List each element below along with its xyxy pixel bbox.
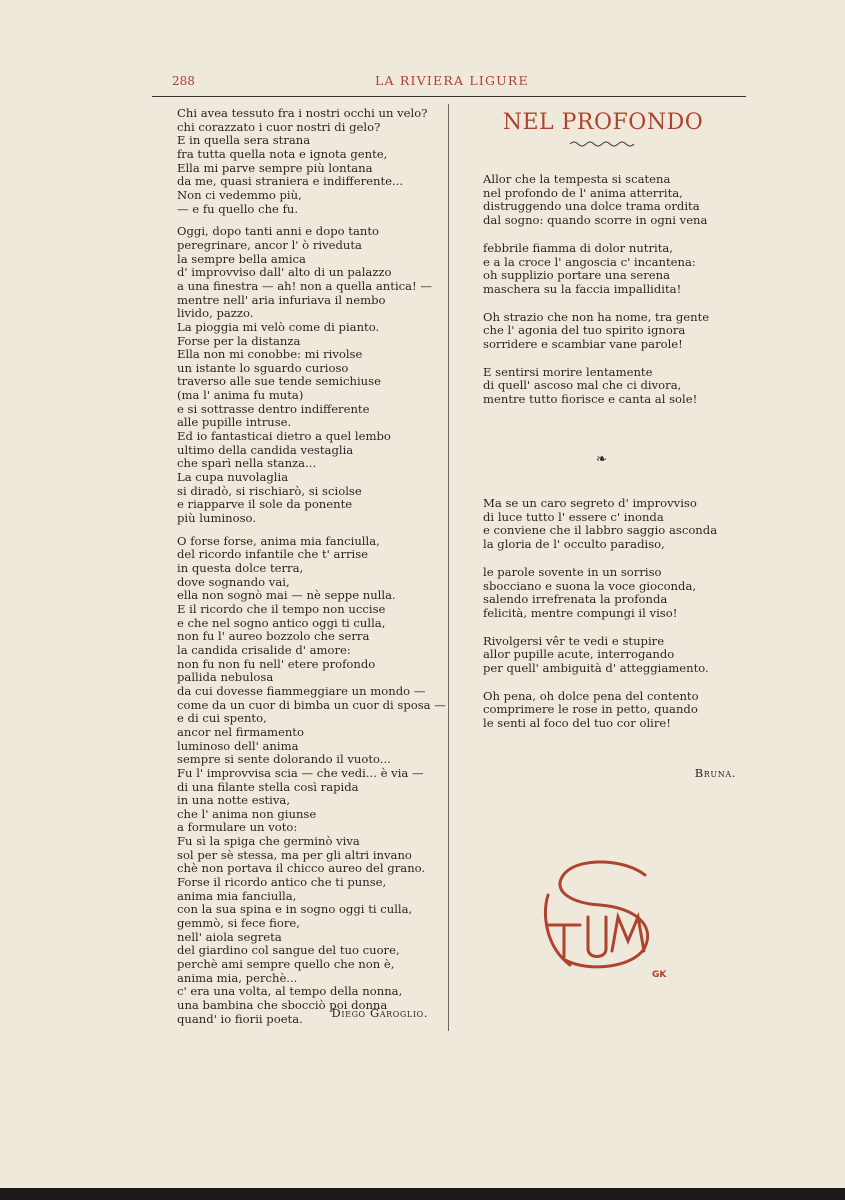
verse-line: Ella mi parve sempre più lontana: [177, 160, 373, 175]
verse-line: e di cui spento,: [177, 711, 267, 726]
verse-line: e si sottrasse dentro indifferente: [177, 401, 370, 416]
verse-line: Oh strazio che non ha nome, tra gente: [483, 309, 710, 324]
verse-line: a una finestra — ah! non a quella antica! —: [177, 278, 432, 293]
stanza: [483, 635, 745, 676]
verse-line: Rivolgersi vêr te vedi e stupire: [483, 633, 665, 648]
verse-line: maschera su la faccia impallidita!: [483, 281, 682, 296]
column-divider: [448, 104, 449, 1031]
verse-line: e che nel sogno antico oggi ti culla,: [177, 615, 386, 630]
stanza: [483, 690, 745, 731]
verse-line: alle pupille intruse.: [177, 415, 292, 430]
verse-line: a formulare un voto:: [177, 820, 298, 835]
verse-line: — e fu quello che fu.: [177, 201, 299, 216]
verse-line: E sentirsi morire lentamente: [483, 364, 653, 379]
verse-line: che sparì nella stanza...: [177, 456, 317, 471]
verse-line: di luce tutto l' essere c' inonda: [483, 509, 664, 524]
verse-line: felicità, mentre compungi il viso!: [483, 605, 678, 620]
verse-line: mentre nell' aria infuriava il nembo: [177, 292, 386, 307]
verse-line: come da un cuor di bimba un cuor di sposa —: [177, 697, 446, 712]
stanza: [483, 366, 745, 407]
stanza: [177, 225, 439, 525]
verse-line: O forse forse, anima mia fanciulla,: [177, 533, 380, 548]
verse-line: in una notte estiva,: [177, 793, 291, 808]
verse-line: la gloria de l' occulto paradiso,: [483, 537, 665, 552]
right-poem-part-1: [483, 173, 745, 421]
verse-line: non fu l' aureo bozzolo che serra: [177, 629, 370, 644]
verse-line: E in quella sera strana: [177, 133, 311, 148]
verse-line: Forse il ricordo antico che ti punse,: [177, 875, 387, 890]
verse-line: Oggi, dopo tanti anni e dopo tanto: [177, 224, 379, 239]
verse-line: pallida nebulosa: [177, 670, 274, 685]
scan-edge: [0, 1188, 845, 1200]
verse-line: salendo irrefrenata la profonda: [483, 592, 668, 607]
verse-line: traverso alle sue tende semichiuse: [177, 374, 381, 389]
verse-line: che l' anima non giunse: [177, 806, 317, 821]
monogram-logo: [540, 855, 680, 975]
fleuron-icon: ❧: [596, 452, 607, 467]
verse-line: nell' aiola segreta: [177, 929, 282, 944]
verse-line: sempre si sente dolorando il vuoto...: [177, 752, 391, 767]
verse-line: del ricordo infantile che t' arrise: [177, 547, 369, 562]
verse-line: ella non sognò mai — nè seppe nulla.: [177, 588, 396, 603]
verse-line: mentre tutto fiorisce e canta al sole!: [483, 392, 698, 407]
stanza: [483, 566, 745, 621]
poem-title: NEL PROFONDO: [502, 110, 704, 135]
verse-line: nel profondo de l' anima atterrita,: [483, 185, 683, 200]
verse-line: quand' io fiorii poeta.: [177, 1011, 303, 1026]
right-poem-signature: Bruna.: [694, 766, 736, 780]
verse-line: gemmò, si fece fiore,: [177, 916, 300, 931]
verse-line: con la sua spina e in sogno oggi ti culla,: [177, 902, 413, 917]
verse-line: (ma l' anima fu muta): [177, 388, 304, 403]
verse-line: le parole sovente in un sorriso: [483, 564, 662, 579]
verse-line: d' improvviso dall' alto di un palazzo: [177, 265, 392, 280]
verse-line: si diradò, si rischiarò, si sciolse: [177, 483, 362, 498]
verse-line: non fu non fu nell' etere profondo: [177, 656, 376, 671]
stanza: [483, 173, 745, 228]
verse-line: di quell' ascoso mal che ci divora,: [483, 378, 682, 393]
verse-line: Chi avea tessuto fra i nostri occhi un velo?: [177, 106, 428, 120]
verse-line: livido, pazzo.: [177, 306, 254, 321]
stanza: [483, 497, 745, 552]
verse-line: la sempre bella amica: [177, 251, 306, 266]
verse-line: Ma se un caro segreto d' improvviso: [483, 496, 697, 510]
verse-line: Allor che la tempesta si scatena: [483, 172, 671, 186]
verse-line: del giardino col sangue del tuo cuore,: [177, 943, 400, 958]
verse-line: fra tutta quella nota e ignota gente,: [177, 146, 388, 161]
verse-line: più luminoso.: [177, 511, 257, 526]
verse-line: di una filante stella così rapida: [177, 779, 359, 794]
verse-line: e riapparve il sole da ponente: [177, 497, 353, 512]
verse-line: in questa dolce terra,: [177, 561, 304, 575]
verse-line: sol per sè stessa, ma per gli altri invano: [177, 847, 412, 862]
right-poem-part-2: [483, 497, 745, 745]
journal-title: LA RIVIERA LIGURE: [375, 73, 529, 88]
verse-line: La cupa nuvolaglia: [177, 470, 289, 485]
verse-line: chè non portava il chicco aureo del grano.: [177, 861, 426, 876]
verse-line: c' era una volta, al tempo della nonna,: [177, 984, 403, 999]
verse-line: La pioggia mi velò come di pianto.: [177, 319, 380, 334]
monogram-initials: GK: [652, 970, 667, 980]
stanza: [483, 242, 745, 297]
verse-line: una bambina che sbocciò poi donna: [177, 998, 388, 1012]
verse-line: ancor nel firmamento: [177, 724, 304, 739]
page-number: 288: [172, 74, 195, 88]
verse-line: che l' agonia del tuo spirito ignora: [483, 323, 686, 338]
verse-line: oh supplizio portare una serena: [483, 268, 671, 283]
verse-line: da me, quasi straniera e indifferente...: [177, 174, 404, 189]
verse-line: sorridere e scambiar vane parole!: [483, 337, 683, 352]
stanza: [483, 311, 745, 352]
stanza: [177, 107, 439, 216]
left-poem: [177, 106, 446, 1035]
verse-line: da cui dovesse fiammeggiare un mondo —: [177, 683, 426, 698]
verse-line: Forse per la distanza: [177, 333, 301, 348]
verse-line: Non ci vedemmo più,: [177, 187, 302, 202]
verse-line: anima mia fanciulla,: [177, 888, 297, 903]
verse-line: la candida crisalide d' amore:: [177, 642, 351, 657]
verse-line: Fu sì la spiga che germinò viva: [177, 834, 360, 849]
stanza: [177, 533, 446, 1027]
verse-line: un istante lo sguardo curioso: [177, 360, 349, 375]
verse-line: ultimo della candida vestaglia: [177, 442, 354, 457]
verse-line: Oh pena, oh dolce pena del contento: [483, 688, 699, 703]
verse-line: peregrinare, ancor l' ò riveduta: [177, 237, 362, 252]
verse-line: e conviene che il labbro saggio asconda: [483, 523, 718, 538]
verse-line: Ella non mi conobbe: mi rivolse: [177, 347, 363, 362]
verse-line: dove sognando vai,: [177, 574, 290, 589]
left-poem-signature: Diego Garoglio.: [331, 1006, 428, 1020]
verse-line: Ed io fantasticai dietro a quel lembo: [177, 429, 391, 444]
verse-line: anima mia, perchè...: [177, 970, 298, 985]
verse-line: E il ricordo che il tempo non uccise: [177, 601, 386, 616]
verse-line: perchè ami sempre quello che non è,: [177, 957, 395, 972]
verse-line: comprimere le rose in petto, quando: [483, 702, 698, 717]
verse-line: chi corazzato i cuor nostri di gelo?: [177, 119, 381, 134]
verse-line: luminoso dell' anima: [177, 738, 299, 753]
verse-line: sbocciano e suona la voce gioconda,: [483, 578, 697, 593]
verse-line: dal sogno: quando scorre in ogni vena: [483, 213, 708, 228]
verse-line: allor pupille acute, interrogando: [483, 647, 675, 662]
verse-line: febbrile fiamma di dolor nutrita,: [483, 240, 673, 255]
verse-line: Fu l' improvvisa scia — che vedi... è via —: [177, 765, 424, 780]
header-rule: [152, 96, 746, 97]
verse-line: le senti al foco del tuo cor olire!: [483, 716, 671, 731]
verse-line: e a la croce l' angoscia c' incantena:: [483, 254, 696, 269]
verse-line: distruggendo una dolce trama ordita: [483, 199, 700, 214]
verse-line: per quell' ambiguità d' atteggiamento.: [483, 661, 709, 676]
title-ornament: [568, 140, 638, 148]
